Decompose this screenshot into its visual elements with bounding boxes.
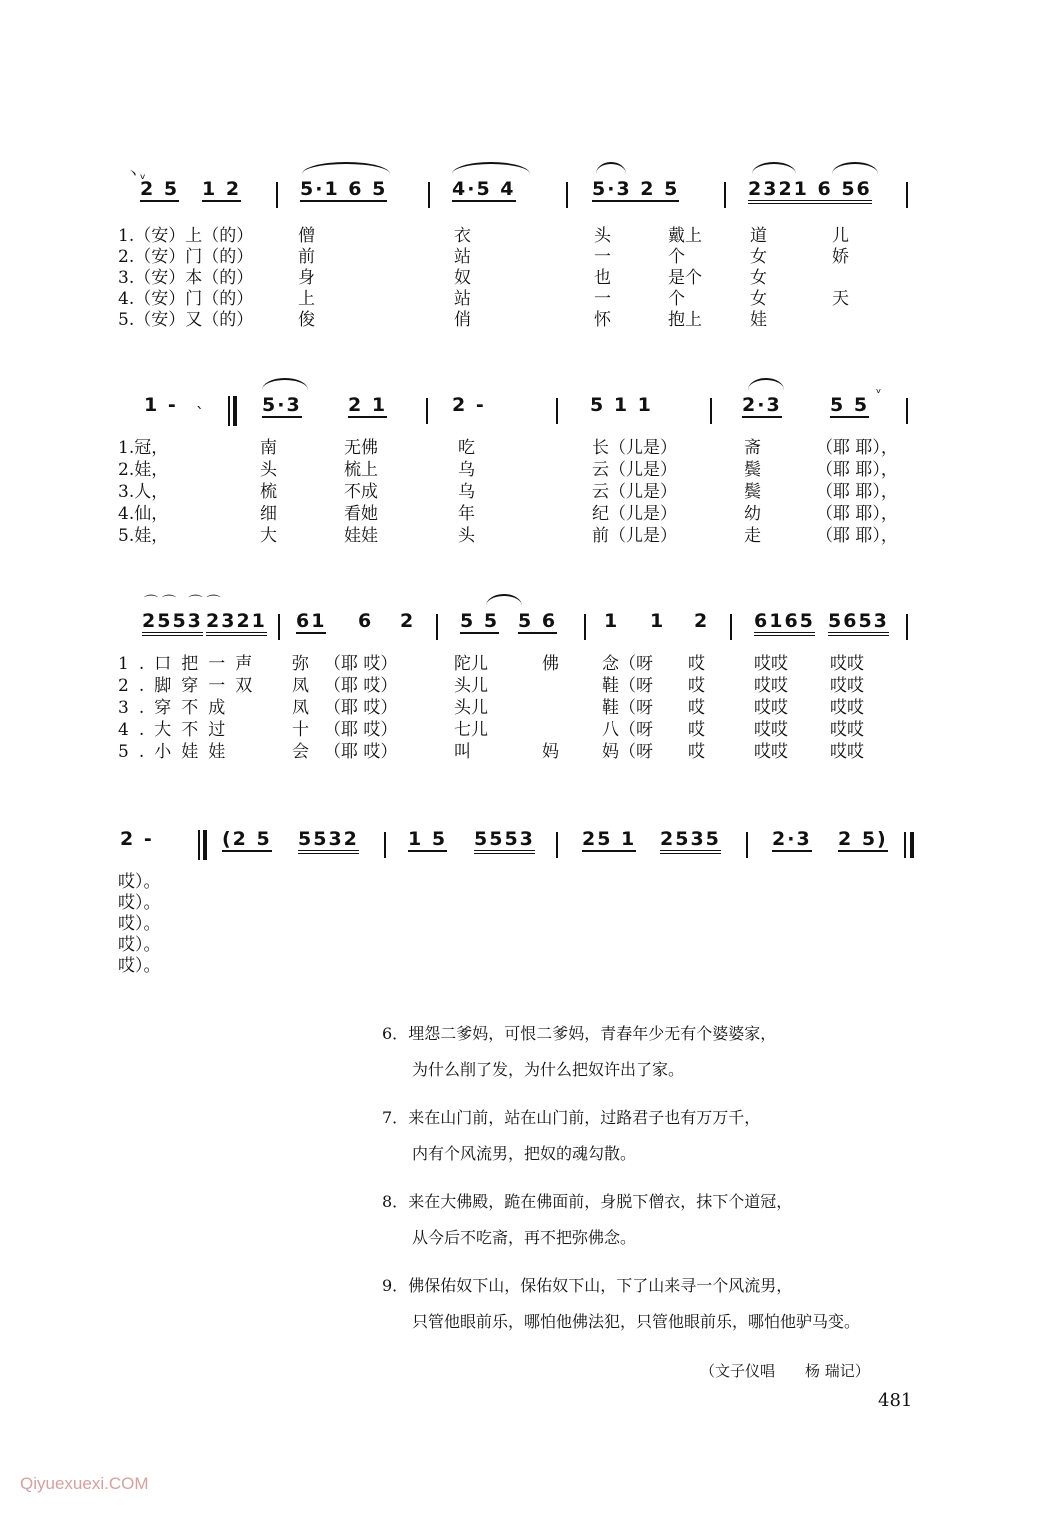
barline <box>584 614 586 640</box>
note-group: 2535 <box>660 828 721 854</box>
repeat-sign <box>198 830 207 860</box>
slur <box>486 594 522 606</box>
lyric-row: 4.大不过 十 （耶 哎） 七儿 八（呀 哎 哎哎 哎哎 <box>118 720 864 740</box>
note-group: 1 5 <box>408 828 448 850</box>
note-group: 2 1 <box>348 394 388 416</box>
lyric-row: 2.脚穿一双 凤 （耶 哎） 头儿 鞋（呀 哎 哎哎 哎哎 <box>118 676 864 696</box>
verse-number: 9． <box>382 1276 409 1295</box>
note-group: 6165 <box>754 610 815 636</box>
barline <box>710 398 712 424</box>
barline <box>556 398 558 424</box>
note-group: 2 - <box>452 394 486 416</box>
note-group: 6 <box>358 610 374 632</box>
page-number: 481 <box>878 1390 913 1411</box>
lyric-row: 1.（安）上（的） 僧 衣 头 戴上 道 儿 <box>118 226 849 246</box>
slur <box>752 162 796 174</box>
final-barline-thick <box>910 832 914 858</box>
note-group: 5·3 2 5 <box>592 178 680 200</box>
verse-line: 只管他眼前乐，哪怕他佛法犯，只管他眼前乐，哪怕他驴马变。 <box>412 1312 861 1331</box>
breath-mark: 丶ᵥ <box>126 167 146 183</box>
note-group: 5 5 <box>830 394 870 416</box>
slur <box>832 162 878 174</box>
lyric-row: 哎）。 <box>118 956 161 976</box>
verse-7 <box>382 1100 860 1172</box>
lyric-row: 5.小娃娃 会 （耶 哎） 叫 妈 妈（呀 哎 哎哎 哎哎 <box>118 742 864 762</box>
note-group: 5 6 <box>518 610 558 632</box>
breath-mark: ᵥ <box>876 382 882 397</box>
barline <box>278 614 280 640</box>
verse-line: 为什么削了发，为什么把奴许出了家。 <box>412 1060 685 1079</box>
barline <box>724 182 726 208</box>
verse-number: 6． <box>382 1024 409 1043</box>
barline <box>746 832 748 858</box>
slur <box>748 378 784 390</box>
lyric-row: 哎）。 <box>118 893 161 913</box>
barline <box>906 398 908 424</box>
lyric-row: 1.口把一声 弥 （耶 哎） 陀儿 佛 念（呀 哎 哎哎 哎哎 <box>118 654 864 674</box>
verse-number: 7． <box>382 1108 409 1127</box>
lyric-row: 2.（安）门（的） 前 站 一 个 女 娇 <box>118 247 849 267</box>
slur <box>262 378 308 390</box>
lyric-row: 3.穿不成 凤 （耶 哎） 头儿 鞋（呀 哎 哎哎 哎哎 <box>118 698 864 718</box>
barline <box>436 614 438 640</box>
barline <box>426 398 428 424</box>
note-group: 2·3 <box>742 394 782 416</box>
verse-line: 从今后不吃斋，再不把弥佛念。 <box>412 1228 637 1247</box>
barline <box>428 182 430 208</box>
verse-number: 8． <box>382 1192 409 1211</box>
note-group: 5532 <box>298 828 359 854</box>
lyrics-block <box>118 872 161 977</box>
lyric-row: 4.仙， 细 看她 年 纪（儿是） 幼 （耶 耶）， <box>118 504 898 524</box>
repeat-sign <box>228 396 237 426</box>
note-group: 2 <box>694 610 710 632</box>
credit: （文子仪唱 杨 瑞记） <box>700 1362 870 1380</box>
note-group: 5653 <box>828 610 889 636</box>
lyrics-block <box>0 438 898 548</box>
verse-9 <box>382 1268 860 1340</box>
note-group: 1 2 <box>202 178 242 200</box>
verse-line: 内有个风流男，把奴的魂勾散。 <box>412 1144 637 1163</box>
note-group: (2 5 <box>222 828 272 850</box>
lyric-row: 哎）。 <box>118 914 161 934</box>
note-group: 2 <box>400 610 416 632</box>
fermata-marks: ⌒⌒ ⌒⌒ <box>144 595 225 611</box>
lyric-row: 3.（安）本（的） 身 奴 也 是个 女 <box>118 268 767 288</box>
final-barline-thin <box>904 832 906 858</box>
slur <box>596 162 626 174</box>
lyric-row: 哎）。 <box>118 935 161 955</box>
barline <box>906 182 908 208</box>
note-group: 2321 6 56 <box>748 178 872 204</box>
note-group: 5·1 6 5 <box>300 178 388 200</box>
notation-line-4 <box>0 828 1054 868</box>
lyric-row: 哎）。 <box>118 872 161 892</box>
notation-line-2 <box>0 382 1054 434</box>
note-group: 2 5) <box>838 828 888 850</box>
verse-line: 来在大佛殿，跪在佛面前，身脱下僧衣，抹下个道冠， <box>408 1192 793 1211</box>
barline <box>906 614 908 640</box>
barline <box>556 832 558 858</box>
note-group: 2553 <box>142 610 203 636</box>
barline <box>384 832 386 858</box>
note-group: 5·3 <box>262 394 302 416</box>
note-group: 5 1 1 <box>590 394 653 416</box>
notation-line-1 <box>0 167 1054 218</box>
lyric-row: 1.冠， 南 无佛 吃 长（儿是） 斋 （耶 耶）， <box>118 438 898 458</box>
barline <box>276 182 278 208</box>
note-group: 61 <box>296 610 327 632</box>
lyrics-block <box>0 654 864 764</box>
verses <box>382 1016 860 1340</box>
notation-line-3 <box>0 595 1054 650</box>
note-group: 2321 <box>206 610 267 636</box>
note-group: 2 - <box>120 828 154 850</box>
slur <box>302 162 390 174</box>
lyrics-block <box>0 226 849 331</box>
verse-line: 埋怨二爹妈，可恨二爹妈，青春年少无有个婆婆家， <box>408 1024 777 1043</box>
barline <box>566 182 568 208</box>
note-group: 5553 <box>474 828 535 854</box>
verse-line: 佛保佑奴下山，保佑奴下山，下了山来寻一个风流男， <box>408 1276 793 1295</box>
verse-line: 来在山门前，站在山门前，过路君子也有万万千， <box>408 1108 761 1127</box>
verse-8 <box>382 1184 860 1256</box>
note-group: 2 5 <box>140 178 180 200</box>
lyric-row: 2.娃， 头 梳上 乌 云（儿是） 鬓 （耶 耶）， <box>118 460 898 480</box>
note-group: 5 5 <box>460 610 500 632</box>
lyric-row: 3.人， 梳 不成 乌 云（儿是） 鬓 （耶 耶）， <box>118 482 898 502</box>
barline <box>730 614 732 640</box>
watermark: Qiyuexuexi.COM <box>20 1474 149 1493</box>
note-group: 2·3 <box>772 828 812 850</box>
lyric-row: 5.（安）又（的） 俊 俏 怀 抱上 娃 <box>118 310 767 330</box>
lyric-row: 5.娃， 大 娃娃 头 前（儿是） 走 （耶 耶）， <box>118 526 898 546</box>
note-group: 1 - <box>144 394 178 416</box>
note-group: 25 1 <box>582 828 637 850</box>
slur <box>452 162 530 174</box>
note-group: 4·5 4 <box>452 178 516 200</box>
note-group: 1 <box>650 610 666 632</box>
verse-6 <box>382 1016 860 1088</box>
breath-mark: ˎ <box>196 390 204 409</box>
lyric-row: 4.（安）门（的） 上 站 一 个 女 天 <box>118 289 849 309</box>
note-group: 1 <box>604 610 620 632</box>
